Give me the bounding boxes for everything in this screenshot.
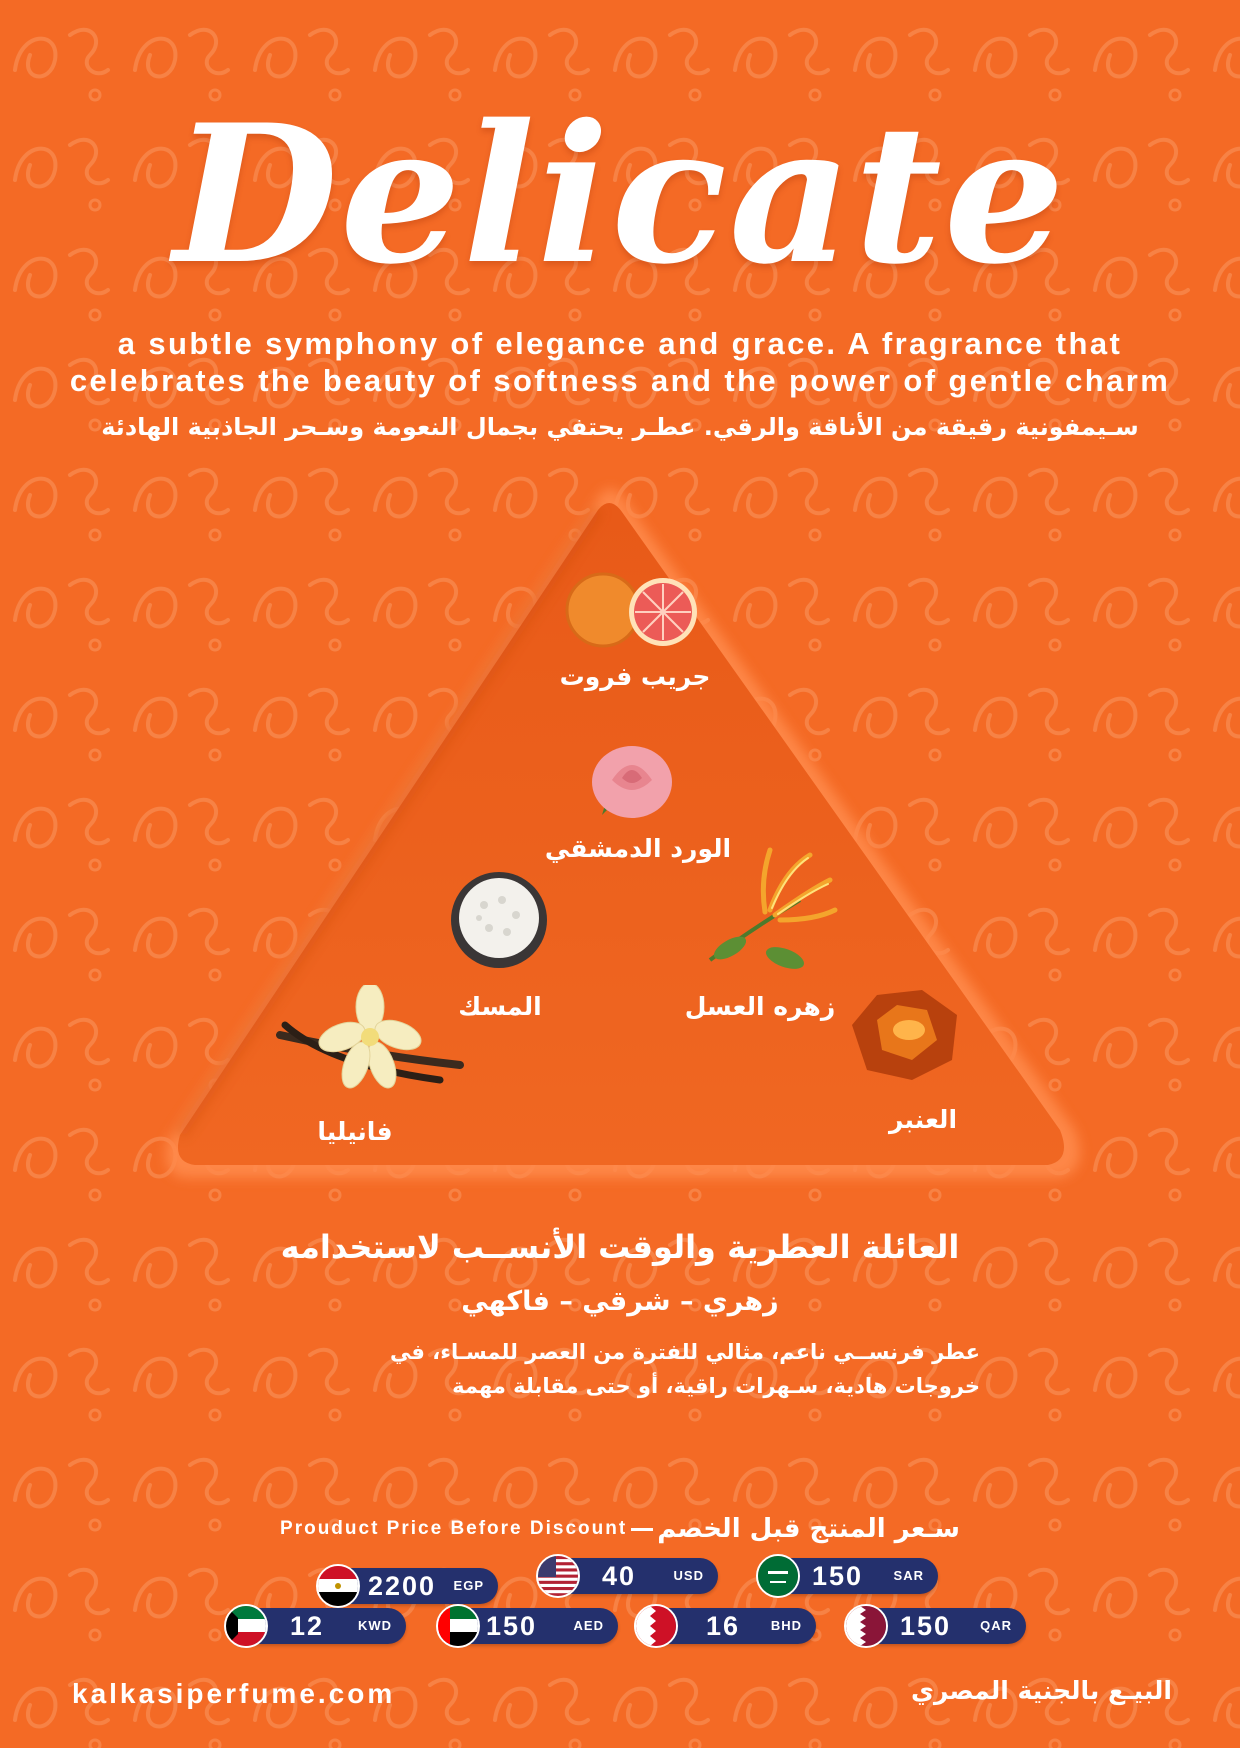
price-code-qar: QAR <box>980 1618 1012 1633</box>
price-code-sar: SAR <box>893 1568 924 1583</box>
tagline-line-2: celebrates the beauty of softness and the power of gentle charm <box>69 363 1171 398</box>
tagline-line-1: a subtle symphony of elegance and grace. A fragrance that <box>117 326 1123 361</box>
note-honeysuckle <box>680 840 850 1030</box>
perfume-title: Delicate <box>173 83 1067 306</box>
fragrance-family-title: العائلة العطرية والوقت الأنســب لاستخدامه <box>280 1228 960 1266</box>
grapefruit-icon <box>555 570 715 650</box>
vanilla-icon <box>270 985 470 1095</box>
price-amount-usd: 40 <box>602 1561 637 1591</box>
price-heading <box>160 1509 1080 1549</box>
usage-line-1: عطر فرنســي ناعم، مثالي للفترة من العصر للمسـاء، في <box>389 1340 980 1364</box>
note-label-vanilla: فانيليا <box>317 1117 393 1146</box>
price-code-bhd: BHD <box>770 1618 802 1633</box>
amber-icon <box>837 985 967 1085</box>
fragrance-family-list: زهري – شرقي – فاكهي <box>461 1286 779 1317</box>
usage-description <box>260 1335 980 1403</box>
note-label-musk: المسك <box>458 992 542 1021</box>
egypt-flag-icon <box>316 1564 360 1608</box>
note-label-honeysuckle: زهره العسل <box>684 992 836 1021</box>
rose-icon <box>582 740 682 830</box>
price-heading-separator <box>631 1528 653 1531</box>
price-pill-usd <box>540 1558 718 1594</box>
price-pill-bhd <box>638 1608 816 1644</box>
website-link[interactable]: kalkasiperfume.com <box>72 1678 396 1709</box>
price-pill-sar <box>760 1558 938 1594</box>
price-amount-sar: 150 <box>812 1561 864 1591</box>
kuwait-flag-icon <box>224 1604 268 1648</box>
note-label-grapefruit: جريب فروت <box>559 662 711 691</box>
bahrain-flag-icon <box>634 1604 678 1648</box>
uae-flag-icon <box>436 1604 480 1648</box>
note-grapefruit <box>555 570 715 710</box>
price-amount-egp: 2200 <box>368 1571 437 1601</box>
note-label-rose: الورد الدمشقي <box>544 834 732 863</box>
price-pill-kwd <box>228 1608 406 1644</box>
price-pill-egp <box>320 1568 498 1604</box>
price-amount-kwd: 12 <box>290 1611 325 1641</box>
price-code-kwd: KWD <box>357 1618 392 1633</box>
usage-line-2: خروجات هادية، سـهرات راقية، أو حتى مقابلة مهمة <box>452 1374 980 1398</box>
musk-icon <box>444 870 554 970</box>
price-heading-arabic: سـعر المنتج قبل الخصم <box>657 1514 960 1544</box>
tagline-arabic: سـيمفونية رقيقة من الأناقة والرقي. عطـر يحتفي بجمال النعومة وسـحر الجاذبية الهادئة <box>101 413 1139 441</box>
price-code-usd: USD <box>673 1568 704 1583</box>
honeysuckle-icon <box>690 840 840 980</box>
price-code-aed: AED <box>573 1618 604 1633</box>
usa-flag-icon <box>536 1554 580 1598</box>
sold-in-currency-note: البيـع بالجنية المصري <box>911 1676 1172 1705</box>
price-pill-aed <box>440 1608 618 1644</box>
price-heading-english: Prouduct Price Before Discount <box>280 1518 628 1539</box>
qatar-flag-icon <box>844 1604 888 1648</box>
price-amount-qar: 150 <box>900 1611 952 1641</box>
price-code-egp: EGP <box>453 1578 484 1593</box>
price-amount-bhd: 16 <box>706 1611 741 1641</box>
note-amber <box>835 985 985 1145</box>
note-vanilla <box>270 985 480 1145</box>
saudi-flag-icon <box>756 1554 800 1598</box>
price-amount-aed: 150 <box>486 1611 538 1641</box>
price-pill-qar <box>848 1608 1026 1644</box>
note-label-amber: العنبر <box>888 1105 958 1134</box>
